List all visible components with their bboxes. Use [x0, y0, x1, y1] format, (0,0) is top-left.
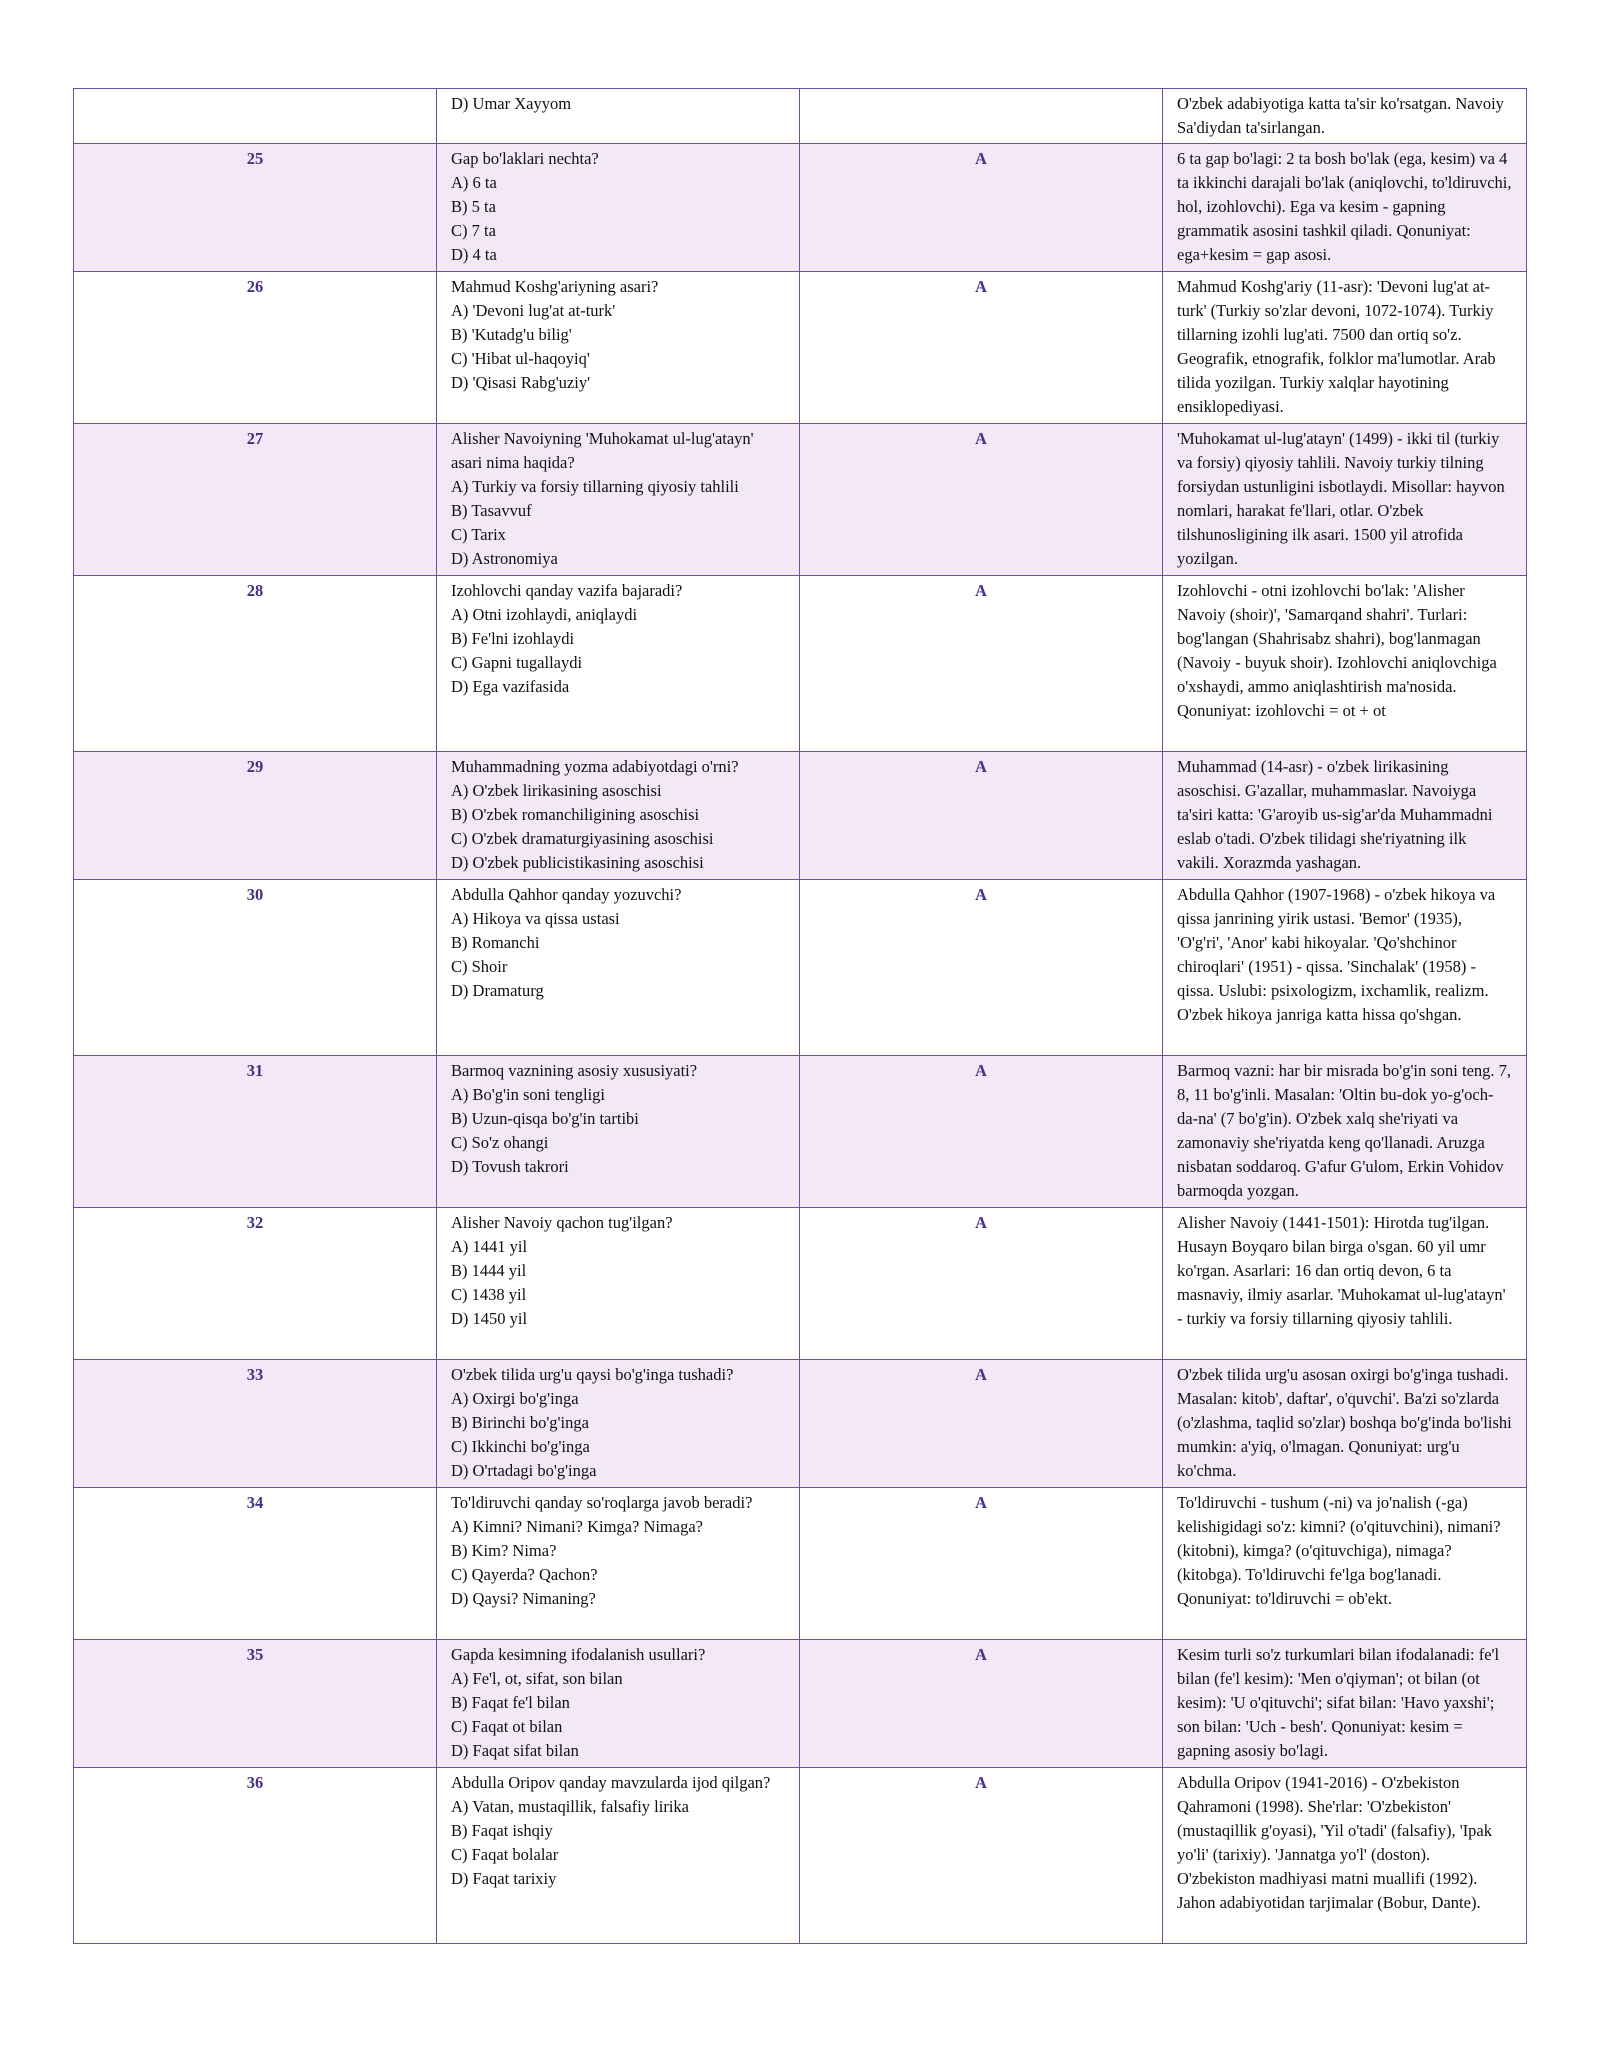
- correct-answer: A: [800, 272, 1163, 424]
- question-text: Mahmud Koshg'ariyning asari?: [451, 277, 659, 296]
- explanation-cell: Abdulla Oripov (1941-2016) - O'zbekiston Qahramoni (1998). She'rlar: 'O'zbekiston' (mustaqillik g'oyasi), 'Yil o'tadi' (falsafiy), 'Ipak yo'li' (tarixiy). 'Jannatga yo'l' (doston). O'zbekiston madhiyasi matni muallifi (1992). Jahon adabiyotidan tarjimalar (Bobur, Dante).: [1163, 1768, 1527, 1944]
- answer-option: A) Vatan, mustaqillik, falsafiy lirika: [451, 1797, 689, 1816]
- question-cell: [437, 272, 800, 424]
- table-row: [74, 1488, 1527, 1640]
- explanation-cell: To'ldiruvchi - tushum (-ni) va jo'nalish (-ga) kelishigidagi so'z: kimni? (o'qituvchini), nimani? (kitobni), kimga? (o'qituvchiga), nimaga? (kitobga). To'ldiruvchi fe'lga bog'lanadi. Qonuniyat: to'ldiruvchi = ob'ekt.: [1163, 1488, 1527, 1640]
- answer-option: B) Fe'lni izohlaydi: [451, 629, 575, 648]
- correct-answer: A: [800, 1360, 1163, 1488]
- question-text: Gap bo'laklari nechta?: [451, 149, 599, 168]
- answer-option: D) Faqat sifat bilan: [451, 1741, 579, 1760]
- answer-option: B) 'Kutadg'u bilig': [451, 325, 572, 344]
- answer-option: D) Ega vazifasida: [451, 677, 570, 696]
- answer-option: D) 4 ta: [451, 245, 497, 264]
- table-row: [74, 576, 1527, 752]
- answer-option: C) O'zbek dramaturgiyasining asoschisi: [451, 829, 714, 848]
- answer-option: B) O'zbek romanchiligining asoschisi: [451, 805, 700, 824]
- answer-option: D) 'Qisasi Rabg'uziy': [451, 373, 591, 392]
- answer-option: D) O'rtadagi bo'g'inga: [451, 1461, 597, 1480]
- question-number: 35: [74, 1640, 437, 1768]
- answer-option: D) Qaysi? Nimaning?: [451, 1589, 596, 1608]
- question-number: 27: [74, 424, 437, 576]
- answer-option: A) Turkiy va forsiy tillarning qiyosiy tahlili: [451, 477, 739, 496]
- answer-option: A) 6 ta: [451, 173, 497, 192]
- question-cell: [437, 424, 800, 576]
- question-cell: [437, 89, 800, 144]
- question-cell: [437, 1056, 800, 1208]
- answer-option: C) Gapni tugallaydi: [451, 653, 583, 672]
- answer-option: D) O'zbek publicistikasining asoschisi: [451, 853, 704, 872]
- answer-option: D) Dramaturg: [451, 981, 544, 1000]
- question-number: 33: [74, 1360, 437, 1488]
- correct-answer: A: [800, 1488, 1163, 1640]
- answer-option: C) Ikkinchi bo'g'inga: [451, 1437, 590, 1456]
- question-number: 25: [74, 144, 437, 272]
- answer-option: B) 1444 yil: [451, 1261, 527, 1280]
- question-text: Gapda kesimning ifodalanish usullari?: [451, 1645, 706, 1664]
- question-number: 30: [74, 880, 437, 1056]
- answer-option: D) 1450 yil: [451, 1309, 528, 1328]
- question-text: Izohlovchi qanday vazifa bajaradi?: [451, 581, 683, 600]
- table-row: [74, 1360, 1527, 1488]
- answer-option: D) Faqat tarixiy: [451, 1869, 557, 1888]
- answer-option: D) Tovush takrori: [451, 1157, 569, 1176]
- answer-option: A) 1441 yil: [451, 1237, 528, 1256]
- question-number: 34: [74, 1488, 437, 1640]
- table-row: [74, 1768, 1527, 1944]
- question-number: 36: [74, 1768, 437, 1944]
- question-text: O'zbek tilida urg'u qaysi bo'g'inga tushadi?: [451, 1365, 734, 1384]
- answer-option: A) Oxirgi bo'g'inga: [451, 1389, 579, 1408]
- answer-option: A) O'zbek lirikasining asoschisi: [451, 781, 662, 800]
- answer-option: B) Kim? Nima?: [451, 1541, 557, 1560]
- question-text: Abdulla Oripov qanday mavzularda ijod qilgan?: [451, 1773, 771, 1792]
- question-cell: [437, 880, 800, 1056]
- correct-answer: A: [800, 880, 1163, 1056]
- explanation-cell: Abdulla Qahhor (1907-1968) - o'zbek hikoya va qissa janrining yirik ustasi. 'Bemor' (1935), 'O'g'ri', 'Anor' kabi hikoyalar. 'Qo'shchinor chiroqlari' (1951) - qissa. 'Sinchalak' (1958) - qissa. Uslubi: psixologizm, ixchamlik, realizm. O'zbek hikoya janriga katta hissa qo'shgan.: [1163, 880, 1527, 1056]
- table-row: [74, 89, 1527, 144]
- answer-option: B) Birinchi bo'g'inga: [451, 1413, 589, 1432]
- question-cell: [437, 576, 800, 752]
- table-row: [74, 880, 1527, 1056]
- correct-answer: [800, 89, 1163, 144]
- table-row: [74, 144, 1527, 272]
- answer-option: A) Fe'l, ot, sifat, son bilan: [451, 1669, 623, 1688]
- answer-option: B) Uzun-qisqa bo'g'in tartibi: [451, 1109, 639, 1128]
- question-cell: [437, 752, 800, 880]
- table-row: [74, 424, 1527, 576]
- question-number: 28: [74, 576, 437, 752]
- answer-option: C) Shoir: [451, 957, 508, 976]
- answer-option: C) 'Hibat ul-haqoyiq': [451, 349, 590, 368]
- answer-option: C) Faqat bolalar: [451, 1845, 559, 1864]
- quiz-answer-table: [73, 88, 1527, 1944]
- question-cell: [437, 1208, 800, 1360]
- question-number: 29: [74, 752, 437, 880]
- answer-option: B) Faqat fe'l bilan: [451, 1693, 570, 1712]
- correct-answer: A: [800, 576, 1163, 752]
- answer-option: C) 1438 yil: [451, 1285, 527, 1304]
- explanation-cell: 'Muhokamat ul-lug'atayn' (1499) - ikki til (turkiy va forsiy) qiyosiy tahlili. Navoiy turkiy tilning forsiydan ustunligini isbotlaydi. Misollar: hayvon nomlari, harakat fe'llari, otlar. O'zbek tilshunosligining ilk asari. 1500 yil atrofida yozilgan.: [1163, 424, 1527, 576]
- answer-option: A) Bo'g'in soni tengligi: [451, 1085, 605, 1104]
- question-number: 32: [74, 1208, 437, 1360]
- correct-answer: A: [800, 144, 1163, 272]
- answer-option: C) Tarix: [451, 525, 506, 544]
- answer-option: C) 7 ta: [451, 221, 496, 240]
- table-row: [74, 1056, 1527, 1208]
- explanation-cell: Mahmud Koshg'ariy (11-asr): 'Devoni lug'at at-turk' (Turkiy so'zlar devoni, 1072-1074). Turkiy tillarning izohli lug'ati. 7500 dan ortiq so'z. Geografik, etnografik, folklor ma'lumotlar. Arab tilida yozilgan. Turkiy xalqlar hayotining ensiklopediyasi.: [1163, 272, 1527, 424]
- correct-answer: A: [800, 1056, 1163, 1208]
- answer-option: D) Astronomiya: [451, 549, 558, 568]
- answer-option: A) 'Devoni lug'at at-turk': [451, 301, 616, 320]
- question-cell: [437, 144, 800, 272]
- answer-option: C) So'z ohangi: [451, 1133, 549, 1152]
- explanation-cell: Kesim turli so'z turkumlari bilan ifodalanadi: fe'l bilan (fe'l kesim): 'Men o'qiyman'; ot bilan (ot kesim): 'U o'qituvchi'; sifat bilan: 'Havo yaxshi'; son bilan: 'Uch - besh'. Qonuniyat: kesim = gapning asosiy bo'lagi.: [1163, 1640, 1527, 1768]
- question-text: D) Umar Xayyom: [451, 94, 572, 113]
- explanation-cell: 6 ta gap bo'lagi: 2 ta bosh bo'lak (ega, kesim) va 4 ta ikkinchi darajali bo'lak (aniqlovchi, to'ldiruvchi, hol, izohlovchi). Ega va kesim - gapning grammatik asosini tashkil qiladi. Qonuniyat: ega+kesim = gap asosi.: [1163, 144, 1527, 272]
- answer-option: C) Faqat ot bilan: [451, 1717, 563, 1736]
- question-text: Alisher Navoiyning 'Muhokamat ul-lug'atayn' asari nima haqida?: [451, 429, 754, 472]
- explanation-cell: Muhammad (14-asr) - o'zbek lirikasining asoschisi. G'azallar, muhammaslar. Navoiyga ta'siri katta: 'G'aroyib us-sig'ar'da Muhammadni eslab o'tadi. O'zbek tilidagi she'riyatning ilk vakili. Xorazmda yashagan.: [1163, 752, 1527, 880]
- table-row: [74, 272, 1527, 424]
- answer-option: A) Kimni? Nimani? Kimga? Nimaga?: [451, 1517, 704, 1536]
- answer-option: B) 5 ta: [451, 197, 496, 216]
- question-text: Barmoq vaznining asosiy xususiyati?: [451, 1061, 698, 1080]
- explanation-cell: O'zbek tilida urg'u asosan oxirgi bo'g'inga tushadi. Masalan: kitob', daftar', o'quvchi'. Ba'zi so'zlarda (o'zlashma, taqlid so'zlar) boshqa bo'g'inda bo'lishi mumkin: a'yiq, o'lmagan. Qonuniyat: urg'u ko'chma.: [1163, 1360, 1527, 1488]
- correct-answer: A: [800, 424, 1163, 576]
- question-number: [74, 89, 437, 144]
- explanation-cell: O'zbek adabiyotiga katta ta'sir ko'rsatgan. Navoiy Sa'diydan ta'sirlangan.: [1163, 89, 1527, 144]
- correct-answer: A: [800, 1208, 1163, 1360]
- question-cell: [437, 1360, 800, 1488]
- correct-answer: A: [800, 1768, 1163, 1944]
- question-number: 26: [74, 272, 437, 424]
- question-text: Abdulla Qahhor qanday yozuvchi?: [451, 885, 682, 904]
- table-row: [74, 752, 1527, 880]
- question-cell: [437, 1640, 800, 1768]
- answer-option: B) Tasavvuf: [451, 501, 532, 520]
- question-text: Alisher Navoiy qachon tug'ilgan?: [451, 1213, 673, 1232]
- answer-option: C) Qayerda? Qachon?: [451, 1565, 598, 1584]
- question-text: To'ldiruvchi qanday so'roqlarga javob beradi?: [451, 1493, 753, 1512]
- table-row: [74, 1208, 1527, 1360]
- explanation-cell: Alisher Navoiy (1441-1501): Hirotda tug'ilgan. Husayn Boyqaro bilan birga o'sgan. 60 yil umr ko'rgan. Asarlari: 16 dan ortiq devon, 6 ta masnaviy, ilmiy asarlar. 'Muhokamat ul-lug'atayn' - turkiy va forsiy tillarning qiyosiy tahlili.: [1163, 1208, 1527, 1360]
- correct-answer: A: [800, 1640, 1163, 1768]
- question-text: Muhammadning yozma adabiyotdagi o'rni?: [451, 757, 739, 776]
- table-row: [74, 1640, 1527, 1768]
- answer-option: A) Otni izohlaydi, aniqlaydi: [451, 605, 638, 624]
- correct-answer: A: [800, 752, 1163, 880]
- answer-option: B) Romanchi: [451, 933, 540, 952]
- explanation-cell: Izohlovchi - otni izohlovchi bo'lak: 'Alisher Navoiy (shoir)', 'Samarqand shahri'. Turlari: bog'langan (Shahrisabz shahri), bog'lanmagan (Navoiy - buyuk shoir). Izohlovchi aniqlovchiga o'xshaydi, ammo aniqlashtirish ma'nosida. Qonuniyat: izohlovchi = ot + ot: [1163, 576, 1527, 752]
- question-cell: [437, 1768, 800, 1944]
- question-number: 31: [74, 1056, 437, 1208]
- answer-option: A) Hikoya va qissa ustasi: [451, 909, 620, 928]
- answer-option: B) Faqat ishqiy: [451, 1821, 553, 1840]
- explanation-cell: Barmoq vazni: har bir misrada bo'g'in soni teng. 7, 8, 11 bo'g'inli. Masalan: 'Oltin bu-dok yo-g'och-da-na' (7 bo'g'in). O'zbek xalq she'riyati va zamonaviy she'riyatda keng qo'llanadi. Aruzga nisbatan soddaroq. G'afur G'ulom, Erkin Vohidov barmoqda yozgan.: [1163, 1056, 1527, 1208]
- question-cell: [437, 1488, 800, 1640]
